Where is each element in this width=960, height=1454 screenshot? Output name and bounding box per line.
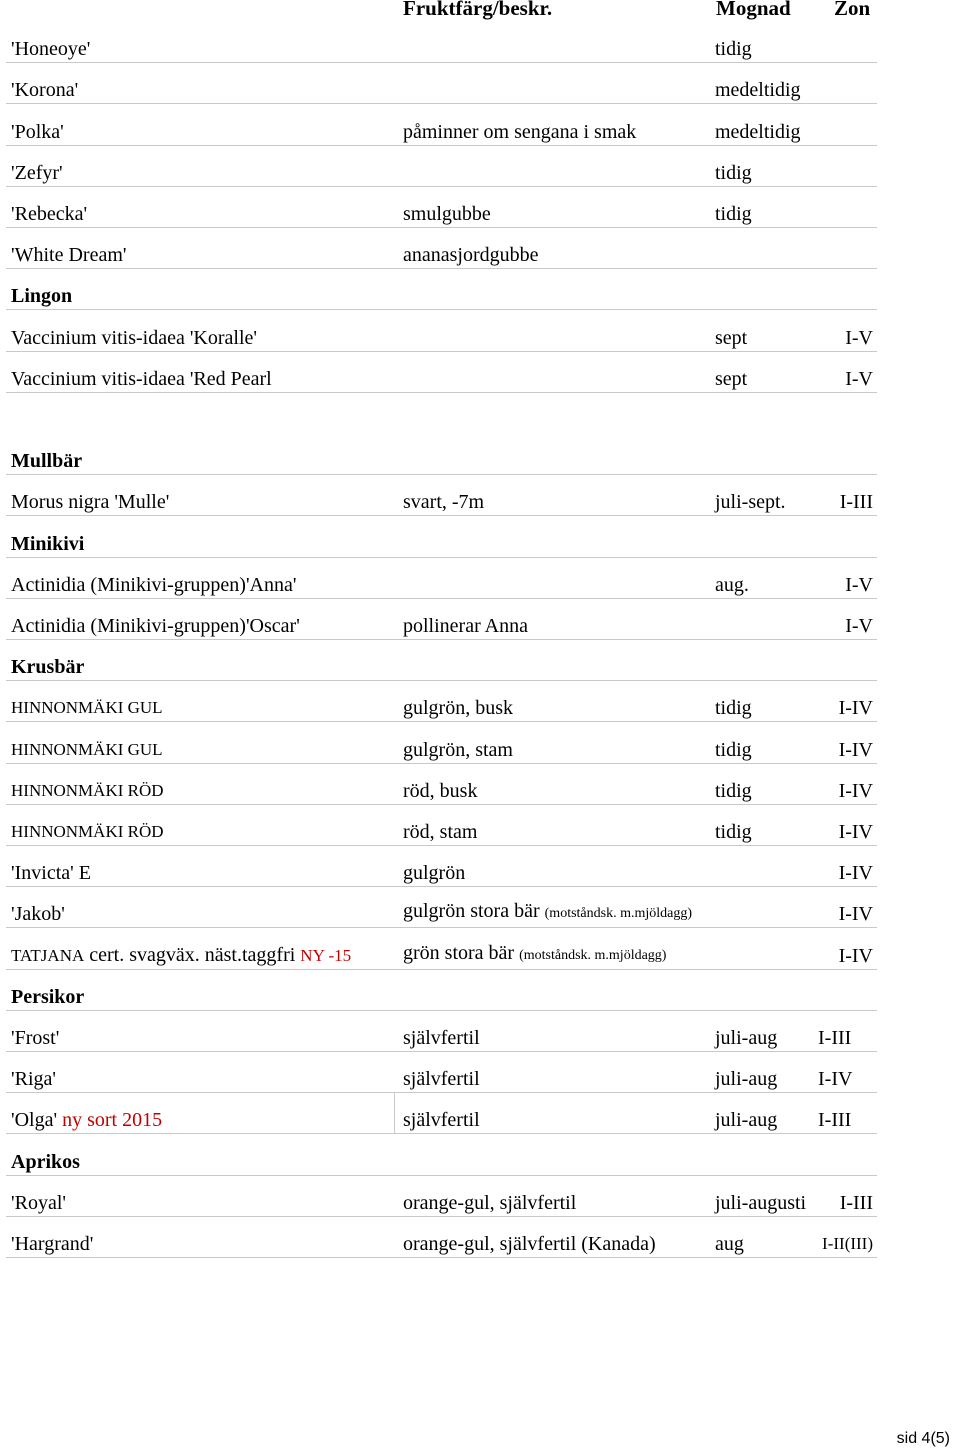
ripening-time: juli-aug: [715, 1026, 778, 1049]
hardiness-zone: I-III: [839, 1191, 873, 1214]
ripening-time: sept: [715, 326, 748, 349]
plant-name-text: 'Honeoye': [11, 38, 91, 61]
table-row: [6, 1052, 877, 1093]
table-row: [6, 1011, 877, 1052]
new-variety-note: NY -15: [300, 945, 352, 965]
ripening-time: medeltidig: [715, 120, 801, 143]
plant-name: [11, 944, 351, 967]
plant-name: [11, 38, 90, 60]
table-row: [6, 1093, 877, 1134]
fruit-description: [403, 1192, 576, 1214]
section-row: [6, 640, 877, 681]
plant-name: [11, 574, 296, 596]
section-title: Minikivi: [11, 532, 85, 555]
plant-name-text: Vaccinium vitis-idaea 'Koralle': [11, 326, 258, 349]
hardiness-zone: I-V: [845, 573, 873, 596]
description-text: gulgrön, busk: [403, 697, 513, 720]
hardiness-zone: I-V: [845, 614, 873, 637]
table-row: [6, 887, 877, 928]
plant-name-text: HINNONMÄKI GUL: [11, 739, 163, 759]
plant-name-text: 'White Dream': [11, 244, 127, 267]
description-text: röd, stam: [403, 820, 478, 843]
plant-name-text: Actinidia (Minikivi-gruppen)'Oscar': [11, 614, 300, 637]
plant-name: [11, 820, 164, 843]
description-note: (motståndsk. m.mjöldagg): [544, 906, 693, 922]
plant-name: [11, 162, 63, 184]
hardiness-zone: I-III: [818, 1109, 852, 1132]
plant-name-text: HINNONMÄKI RÖD: [11, 780, 164, 800]
ripening-time: juli-sept.: [715, 491, 786, 514]
table-row: [6, 187, 877, 228]
plant-name-text: Actinidia (Minikivi-gruppen)'Anna': [11, 573, 297, 596]
hardiness-zone: I-V: [845, 326, 873, 349]
table-row: [6, 928, 877, 969]
description-text: gulgrön stora bär: [403, 900, 540, 923]
hardiness-zone: I-IV: [838, 944, 873, 967]
section-row: [6, 516, 877, 557]
section-row: [6, 269, 877, 310]
table-row: [6, 599, 877, 640]
ripening-time: tidig: [715, 779, 752, 802]
fruit-description: [403, 900, 692, 925]
header-description: Fruktfärg/beskr.: [403, 0, 553, 20]
ripening-time: juli-augusti: [715, 1191, 807, 1214]
new-variety-note: ny sort 2015: [62, 1109, 163, 1132]
description-text: orange-gul, självfertil: [403, 1191, 577, 1214]
plant-name-part: cert. svagväx. näst.taggfri: [84, 943, 301, 966]
plant-name-text: 'Hargrand': [11, 1232, 94, 1255]
plant-name-text: HINNONMÄKI GUL: [11, 698, 163, 718]
ripening-time: tidig: [715, 738, 752, 761]
hardiness-zone: I-III: [818, 1026, 852, 1049]
hardiness-zone: I-V: [845, 367, 873, 390]
description-text: orange-gul, självfertil (Kanada): [403, 1232, 656, 1255]
fruit-description: [403, 942, 666, 967]
fruit-description: [403, 121, 636, 143]
plant-name-text: 'Polka': [11, 120, 64, 143]
plant-name-text: 'Riga': [11, 1068, 56, 1091]
plant-name-text: 'Zefyr': [11, 161, 63, 184]
plant-name: [11, 1192, 66, 1214]
table-row: [6, 63, 877, 104]
plant-name: [11, 327, 257, 349]
fruit-description: [403, 821, 477, 843]
fruit-description: [403, 203, 491, 225]
table-row: [6, 475, 877, 516]
table-row: [6, 1176, 877, 1217]
description-text: självfertil: [403, 1068, 480, 1091]
plant-name: [11, 1027, 59, 1049]
ripening-time: aug.: [715, 573, 749, 596]
description-text: självfertil: [403, 1026, 480, 1049]
table-row: [6, 722, 877, 763]
plant-name-text: 'Jakob': [11, 903, 65, 926]
plant-name: [11, 1109, 162, 1131]
description-text: påminner om sengana i smak: [403, 120, 637, 143]
ripening-time: tidig: [715, 38, 752, 61]
plant-name: [11, 779, 164, 802]
description-text: pollinerar Anna: [403, 614, 528, 637]
plant-name: [11, 903, 65, 925]
description-text: smulgubbe: [403, 202, 491, 225]
ripening-time: tidig: [715, 697, 752, 720]
fruit-description: [403, 697, 513, 719]
plant-name: [11, 121, 64, 143]
plant-name: [11, 244, 127, 266]
description-text: ananasjordgubbe: [403, 244, 539, 267]
hardiness-zone: I-IV: [838, 779, 873, 802]
plant-name: [11, 696, 163, 719]
hardiness-zone: I-IV: [838, 738, 873, 761]
table-row: [6, 558, 877, 599]
ripening-time: tidig: [715, 820, 752, 843]
plant-name: [11, 368, 272, 390]
fruit-description: [403, 1233, 656, 1255]
table-row: [6, 104, 877, 145]
plant-name-text: 'Korona': [11, 79, 79, 102]
plant-name: [11, 615, 300, 637]
fruit-description: [403, 615, 528, 637]
plant-name-part: TATJANA: [11, 945, 85, 965]
fruit-description: [403, 862, 465, 884]
plant-name: [11, 1233, 93, 1255]
fruit-description: [403, 780, 477, 802]
hardiness-zone: I-IV: [838, 903, 873, 926]
table-row: [6, 764, 877, 805]
table-row: [6, 146, 877, 187]
plant-name-text: 'Olga': [11, 1109, 58, 1132]
fruit-description: [403, 491, 484, 513]
plant-name: [11, 738, 163, 761]
plant-name: [11, 862, 91, 884]
plant-name: [11, 1068, 56, 1090]
description-text: självfertil: [403, 1109, 480, 1132]
section-row: [6, 970, 877, 1011]
ripening-time: tidig: [715, 161, 752, 184]
section-title: Aprikos: [11, 1150, 80, 1173]
plant-name-text: 'Rebecka': [11, 202, 88, 225]
table-row: [6, 22, 877, 63]
header-zone: Zon: [834, 0, 871, 20]
fruit-description: [403, 1068, 480, 1090]
fruit-description: [403, 1109, 480, 1131]
plant-name-text: 'Royal': [11, 1191, 66, 1214]
plant-name-text: HINNONMÄKI RÖD: [11, 821, 164, 841]
hardiness-zone: I-II(III): [822, 1233, 873, 1253]
table-row: [6, 805, 877, 846]
hardiness-zone: I-IV: [838, 697, 873, 720]
description-text: svart, -7m: [403, 491, 485, 514]
section-title: Persikor: [11, 985, 85, 1008]
header-ripening: Mognad: [716, 0, 791, 20]
spacer-row: [6, 393, 877, 433]
section-title: Mullbär: [11, 450, 83, 473]
fruit-description: [403, 739, 513, 761]
table-row: [6, 310, 877, 351]
plant-name-text: Morus nigra 'Mulle': [11, 491, 170, 514]
description-note: (motståndsk. m.mjöldagg): [519, 947, 667, 963]
plant-name-text: 'Frost': [11, 1026, 60, 1049]
ripening-time: tidig: [715, 202, 752, 225]
section-title: Lingon: [11, 285, 73, 308]
description-text: gulgrön: [403, 862, 466, 885]
hardiness-zone: I-IV: [818, 1068, 853, 1091]
plant-name: [11, 203, 87, 225]
description-text: röd, busk: [403, 779, 478, 802]
plant-name: [11, 79, 78, 101]
section-row: [6, 434, 877, 475]
fruit-description: [403, 244, 539, 266]
description-text: gulgrön, stam: [403, 738, 513, 761]
section-title: Krusbär: [11, 656, 85, 679]
ripening-time: medeltidig: [715, 79, 801, 102]
ripening-time: sept: [715, 367, 748, 390]
plant-name-text: 'Invicta' E: [11, 862, 91, 885]
fruit-description: [403, 1027, 480, 1049]
table-row: [6, 352, 877, 393]
hardiness-zone: I-III: [839, 491, 873, 514]
ripening-time: aug: [715, 1232, 744, 1255]
section-row: [6, 1134, 877, 1175]
column-divider: [394, 1093, 395, 1133]
page-number: sid 4(5): [896, 1430, 950, 1447]
description-text: grön stora bär: [403, 941, 515, 964]
ripening-time: juli-aug: [715, 1109, 778, 1132]
table-header: [0, 0, 960, 22]
ripening-time: juli-aug: [715, 1068, 778, 1091]
plant-name: [11, 491, 169, 513]
plant-name-text: Vaccinium vitis-idaea 'Red Pearl: [11, 367, 272, 390]
table-row: [6, 1217, 877, 1258]
table-row: [6, 681, 877, 722]
hardiness-zone: I-IV: [838, 862, 873, 885]
table-row: [6, 228, 877, 269]
hardiness-zone: I-IV: [838, 820, 873, 843]
table-row: [6, 846, 877, 887]
